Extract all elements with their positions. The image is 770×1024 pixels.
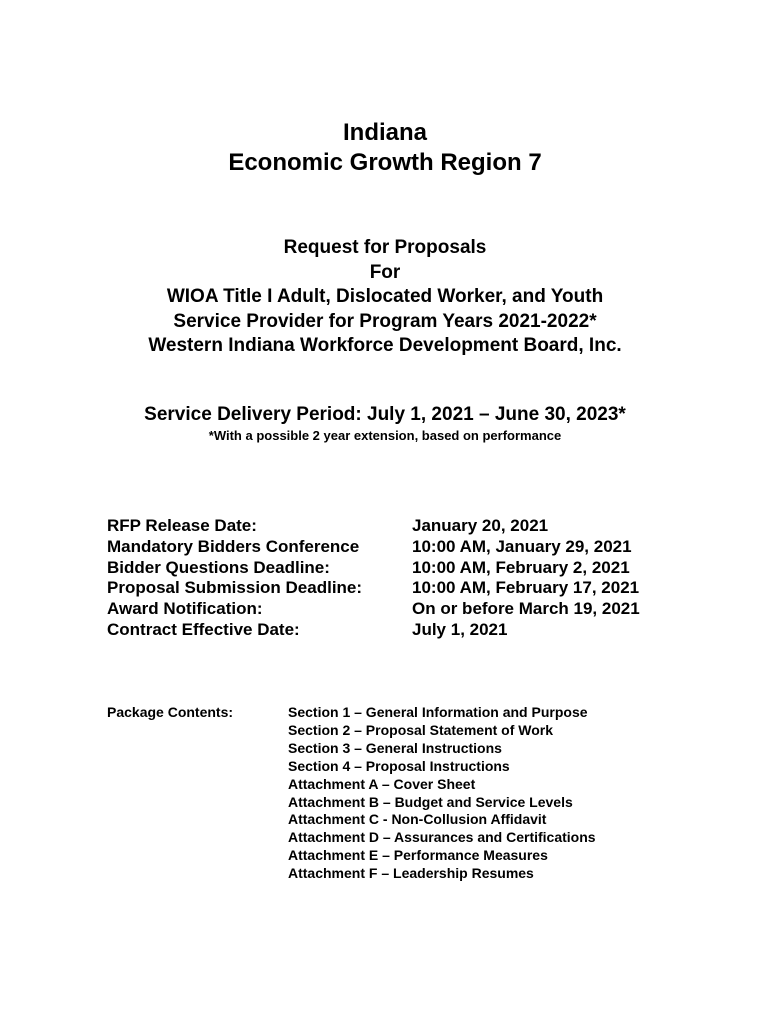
date-value: 10:00 AM, February 2, 2021 xyxy=(412,557,630,577)
document-title xyxy=(0,118,770,178)
list-item: Attachment B – Budget and Service Levels xyxy=(288,793,573,810)
title-region: Economic Growth Region 7 xyxy=(228,149,542,176)
date-row xyxy=(107,620,667,641)
date-value: On or before March 19, 2021 xyxy=(412,599,640,619)
service-period xyxy=(0,403,770,445)
list-item: Attachment A – Cover Sheet xyxy=(288,775,476,792)
list-item: Attachment F – Leadership Resumes xyxy=(288,865,534,882)
date-value: January 20, 2021 xyxy=(412,516,549,535)
date-label: Mandatory Bidders Conference xyxy=(107,536,360,556)
list-item: Section 3 – General Instructions xyxy=(288,739,502,756)
extension-note: *With a possible 2 year extension, based on performance xyxy=(208,428,562,443)
date-value: 10:00 AM, January 29, 2021 xyxy=(412,536,632,556)
list-item: Section 4 – Proposal Instructions xyxy=(288,757,510,774)
service-period-line: Service Delivery Period: July 1, 2021 – June 30, 2023* xyxy=(144,404,626,425)
date-row xyxy=(107,537,667,558)
package-contents xyxy=(107,704,707,883)
rfp-line: WIOA Title I Adult, Dislocated Worker, and Youth xyxy=(166,286,604,307)
list-item: Section 2 – Proposal Statement of Work xyxy=(288,721,554,738)
date-value: 10:00 AM, February 17, 2021 xyxy=(412,578,640,598)
rfp-line: Service Provider for Program Years 2021-2022* xyxy=(173,310,597,332)
rfp-line: For xyxy=(369,261,401,283)
list-item: Attachment D – Assurances and Certifications xyxy=(288,829,596,846)
rfp-line: Western Indiana Workforce Development Board, Inc. xyxy=(148,335,622,356)
list-item: Section 1 – General Information and Purpose xyxy=(288,704,588,720)
key-dates xyxy=(107,516,667,641)
package-contents-label: Package Contents: xyxy=(107,704,234,720)
rfp-line: Request for Proposals xyxy=(283,237,487,258)
date-label: RFP Release Date: xyxy=(107,516,257,535)
date-row xyxy=(107,558,667,579)
rfp-heading xyxy=(0,236,770,359)
date-value: July 1, 2021 xyxy=(412,619,508,639)
date-label: Proposal Submission Deadline: xyxy=(107,578,363,598)
list-item: Attachment E – Performance Measures xyxy=(288,847,548,864)
list-item: Attachment C - Non-Collusion Affidavit xyxy=(288,811,547,828)
date-label: Award Notification: xyxy=(107,599,263,619)
date-label: Contract Effective Date: xyxy=(107,619,300,639)
date-row xyxy=(107,578,667,599)
date-row xyxy=(107,516,667,537)
date-row xyxy=(107,599,667,620)
title-state: Indiana xyxy=(342,119,427,146)
package-contents-list xyxy=(288,704,596,883)
date-label: Bidder Questions Deadline: xyxy=(107,557,330,577)
